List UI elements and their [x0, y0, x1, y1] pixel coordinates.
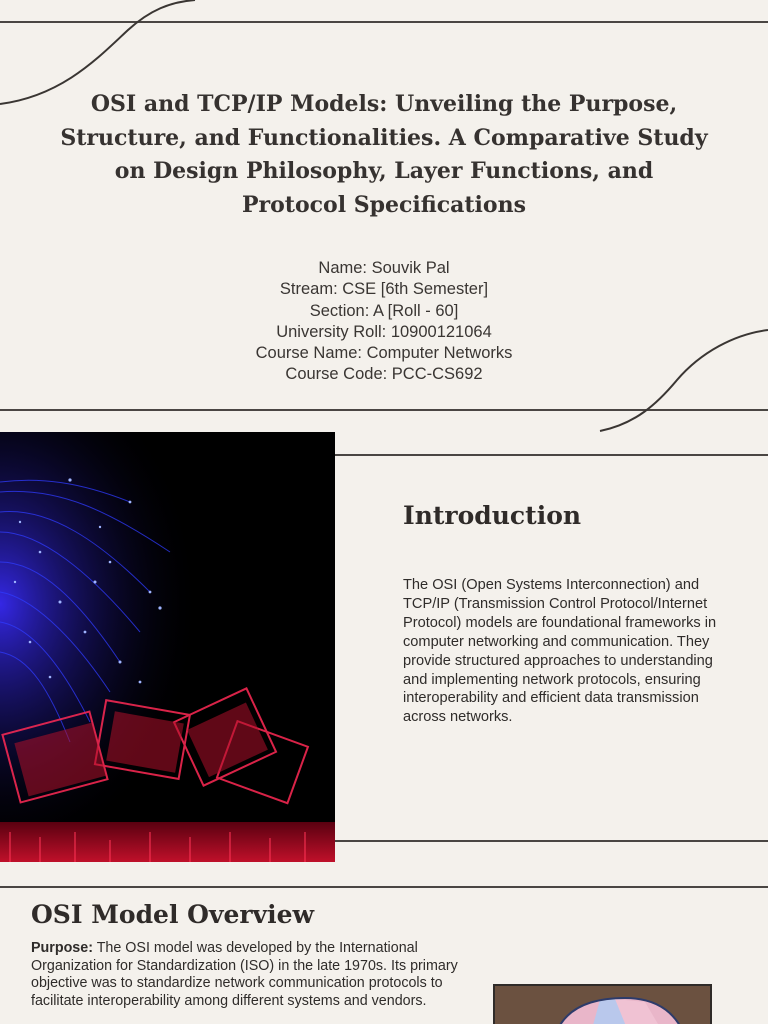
presentation-title: OSI and TCP/IP Models: Unveiling the Purpose, Structure, and Functionalities. A Comparative Study on Design Philosophy, Layer Functions, and Protocol Specifications — [60, 91, 708, 218]
bottom-divider — [335, 840, 768, 842]
university-roll-text: University Roll: 10900121064 — [276, 322, 492, 341]
title-slide — [0, 0, 768, 432]
purpose-label: Purpose: — [31, 940, 93, 956]
top-divider — [0, 886, 768, 888]
top-divider — [335, 454, 768, 456]
section-text: Section: A [Roll - 60] — [309, 301, 459, 320]
fiber-optic-cables-image — [0, 432, 335, 862]
osi-overview-heading: OSI Model Overview — [31, 900, 314, 929]
introduction-slide — [0, 432, 768, 886]
osi-layers-image — [493, 984, 712, 1024]
introduction-heading: Introduction — [403, 501, 582, 530]
course-name-text: Course Name: Computer Networks — [255, 344, 513, 363]
osi-overview-slide — [0, 886, 768, 1024]
purpose-text: The OSI model was developed by the International Organization for Standardization (ISO) in the late 1970s. Its primary objective was to standardize network communication protocols to facilitate interoperability among different systems and vendors. — [31, 940, 458, 1009]
course-code-text: Course Code: PCC-CS692 — [285, 365, 483, 384]
introduction-body: The OSI (Open Systems Interconnection) and TCP/IP (Transmission Control Protocol/Internet Protocol) models are foundational frameworks in computer networking and communication. They provide structured approaches to understanding and implementing network protocols, ensuring interoperability and efficient data transmission across networks. — [403, 577, 717, 726]
student-name: Name: Souvik Pal — [318, 259, 450, 277]
decorative-curve-bottom-right — [595, 328, 768, 432]
stream-text: Stream: CSE [6th Semester] — [279, 280, 489, 299]
osi-purpose-paragraph — [31, 940, 476, 1010]
